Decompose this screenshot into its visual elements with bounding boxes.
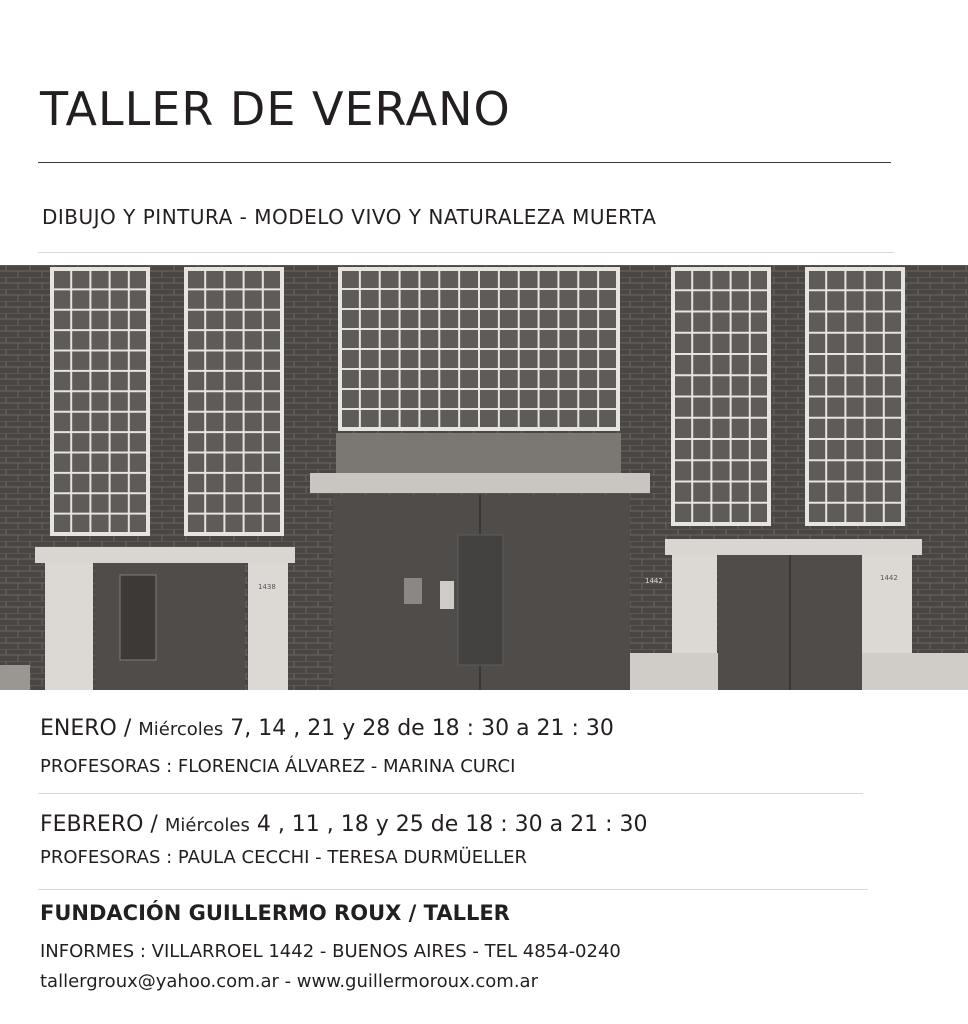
febrero-day-label: Miércoles <box>164 815 250 836</box>
febrero-schedule <box>40 812 648 837</box>
left-sill <box>35 547 295 563</box>
building-facade-image <box>0 265 968 690</box>
enero-profesoras: PROFESORAS : FLORENCIA ÁLVAREZ - MARINA CURCI <box>40 756 516 777</box>
enero-day-label: Miércoles <box>138 719 224 740</box>
enero-dates: 7, 14 , 21 y 28 de 18 : 30 a 21 : 30 <box>230 716 614 741</box>
subtitle: DIBUJO Y PINTURA - MODELO VIVO Y NATURALEZA MUERTA <box>42 205 657 229</box>
subtitle-divider <box>38 252 894 253</box>
foundation-name: FUNDACIÓN GUILLERMO ROUX / TALLER <box>40 901 510 925</box>
no-entry-sign <box>440 581 454 609</box>
door-notice <box>404 578 422 604</box>
febrero-divider <box>38 889 868 890</box>
left-pillar <box>45 563 93 690</box>
enero-divider <box>38 793 863 794</box>
title-divider <box>38 162 891 163</box>
concrete-lintel <box>336 433 621 475</box>
left-door <box>95 563 245 690</box>
building-photo <box>0 265 968 690</box>
page-title: TALLER DE VERANO <box>40 82 511 136</box>
enero-month-label: ENERO / <box>40 716 132 741</box>
contact-line: tallergroux@yahoo.com.ar - www.guillermoroux.com.ar <box>40 971 538 992</box>
house-number-1: 1438 <box>258 583 276 591</box>
house-number-3: 1442 <box>880 574 898 582</box>
main-door-grille <box>458 535 503 665</box>
house-number-2: 1442 <box>645 577 663 585</box>
window-2 <box>186 269 282 534</box>
right-sill <box>665 539 922 555</box>
enero-schedule <box>40 716 614 741</box>
informes-line: INFORMES : VILLARROEL 1442 - BUENOS AIRES - TEL 4854-0240 <box>40 941 621 962</box>
sidewalk <box>0 665 30 690</box>
left-door-grille <box>120 575 156 660</box>
febrero-month-label: FEBRERO / <box>40 812 158 837</box>
febrero-dates: 4 , 11 , 18 y 25 de 18 : 30 a 21 : 30 <box>256 812 648 837</box>
febrero-profesoras: PROFESORAS : PAULA CECCHI - TERESA DURMÜELLER <box>40 847 528 868</box>
door-canopy <box>310 473 650 493</box>
window-1 <box>52 269 148 534</box>
